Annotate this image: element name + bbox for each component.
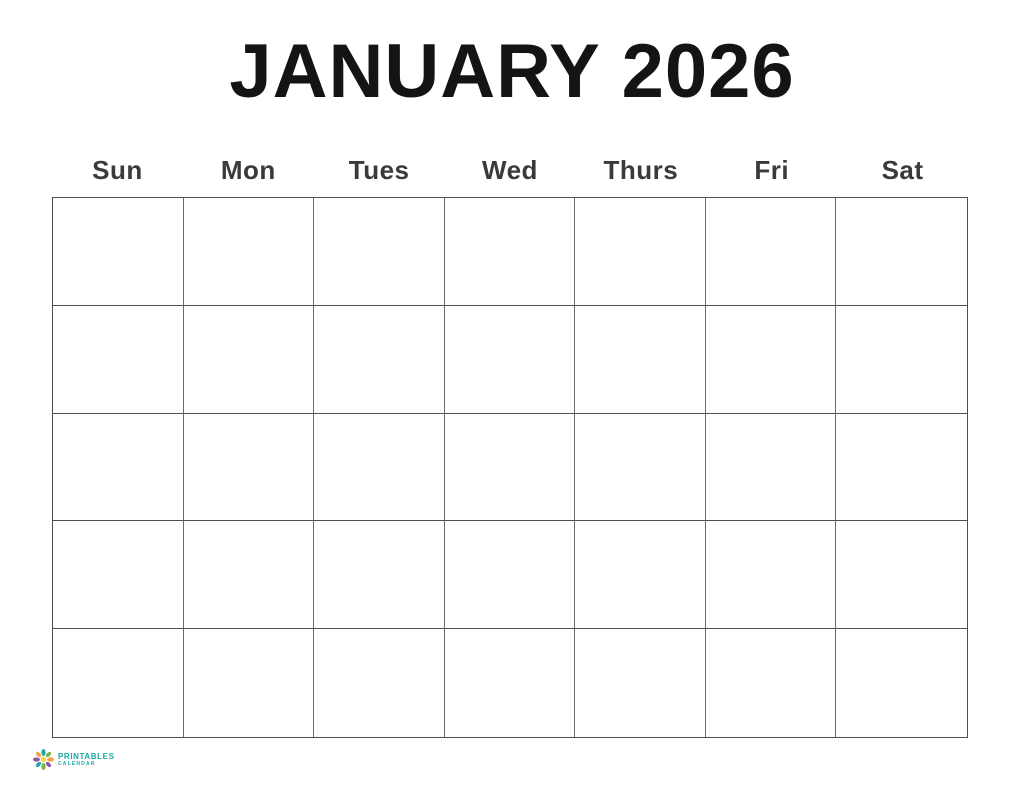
calendar-cell <box>53 521 184 629</box>
calendar-cell <box>184 414 315 522</box>
calendar-cell <box>706 629 837 737</box>
calendar-cell <box>184 521 315 629</box>
brand-subtitle: CALENDAR <box>58 761 96 767</box>
calendar-cell <box>184 198 315 306</box>
calendar-cell <box>445 521 576 629</box>
brand-watermark <box>33 749 115 770</box>
calendar-cell <box>575 629 706 737</box>
flower-logo-icon <box>33 749 54 770</box>
calendar-cell <box>314 521 445 629</box>
calendar-cell <box>314 306 445 414</box>
calendar-cell <box>184 629 315 737</box>
calendar-cell <box>706 198 837 306</box>
day-header-tues: Tues <box>348 154 410 185</box>
calendar-cell <box>53 629 184 737</box>
calendar-cell <box>706 521 837 629</box>
day-header-fri: Fri <box>754 154 790 185</box>
calendar-cell <box>836 306 967 414</box>
calendar-cell <box>445 629 576 737</box>
calendar-cell <box>53 306 184 414</box>
day-header-sun: Sun <box>92 154 143 185</box>
brand-name: PRINTABLES <box>58 752 115 761</box>
calendar-cell <box>575 198 706 306</box>
calendar-cell <box>445 306 576 414</box>
day-header-thurs: Thurs <box>603 154 679 185</box>
calendar-cell <box>314 414 445 522</box>
calendar-cell <box>445 414 576 522</box>
calendar-cell <box>836 414 967 522</box>
day-header-mon: Mon <box>220 154 276 185</box>
day-header-row <box>52 150 968 190</box>
calendar-cell <box>575 306 706 414</box>
calendar-cell <box>706 414 837 522</box>
calendar-grid <box>52 197 968 738</box>
calendar-cell <box>314 629 445 737</box>
brand-text <box>58 752 115 767</box>
calendar-cell <box>53 198 184 306</box>
calendar-cell <box>836 629 967 737</box>
calendar-cell <box>575 521 706 629</box>
calendar-title: JANUARY 2026 <box>229 29 795 114</box>
calendar-cell <box>53 414 184 522</box>
calendar-cell <box>706 306 837 414</box>
calendar-cell <box>836 198 967 306</box>
calendar-cell <box>184 306 315 414</box>
day-header-sat: Sat <box>881 154 924 185</box>
calendar-cell <box>314 198 445 306</box>
calendar-cell <box>575 414 706 522</box>
calendar-cell <box>836 521 967 629</box>
calendar-cell <box>445 198 576 306</box>
day-header-wed: Wed <box>482 154 538 185</box>
